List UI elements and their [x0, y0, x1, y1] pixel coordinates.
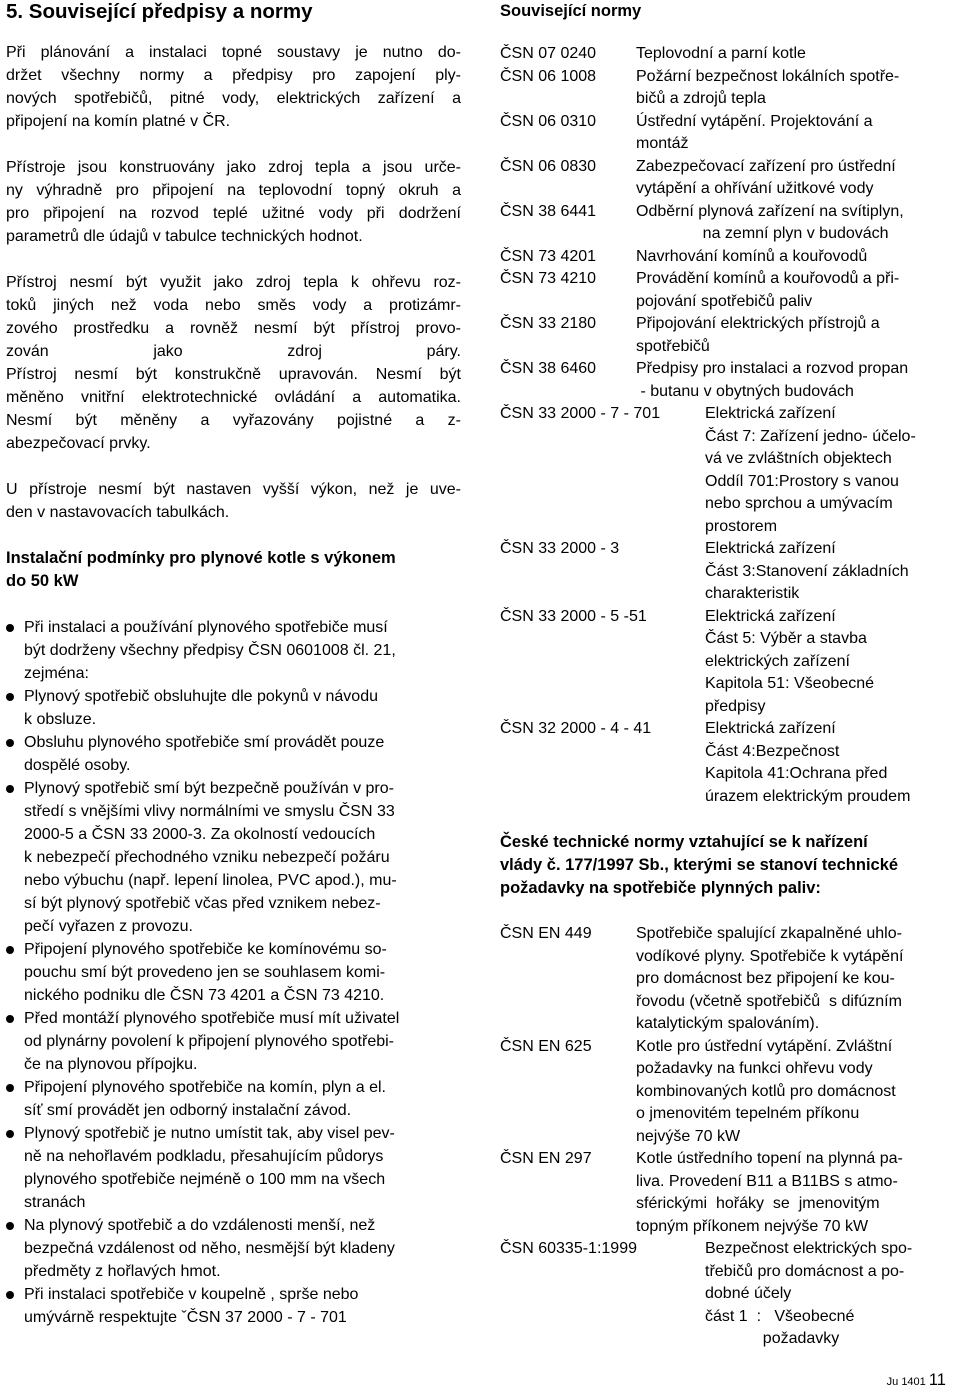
- list-item-line: od plynárny povolení k připojení plynového spotřebi-: [24, 1033, 395, 1050]
- paragraph-line: abezpečovací prvky.: [6, 435, 151, 452]
- list-item-line: k obsluze.: [24, 711, 97, 728]
- norm-code: ČSN 38 6460: [500, 360, 597, 377]
- list-item-line: Plynový spotřebič je nutno umístit tak, aby visel pev-: [24, 1125, 395, 1142]
- norm-description-line: Elektrická zařízení: [705, 540, 836, 557]
- right-column: [500, 0, 960, 1351]
- norm-row: [500, 358, 960, 403]
- bullet-dot-icon: [6, 1084, 14, 1092]
- norm-code: ČSN 38 6441: [500, 202, 597, 220]
- norm-code: ČSN 06 0310: [500, 112, 597, 130]
- norm-code: ČSN 73 4210: [500, 270, 597, 287]
- norm-code: ČSN EN 449: [500, 925, 592, 942]
- norm-description-line: úrazem elektrickým proudem: [705, 787, 911, 805]
- norm-description-line: Spotřebiče spalující zkapalněné uhlo-: [636, 925, 902, 942]
- paragraph-line: Nesmí být měněny a vyřazovány pojistné a z-: [6, 412, 461, 429]
- paragraph-line: držet všechny normy a předpisy pro zapojení ply-: [6, 67, 461, 84]
- norm-description-line: Elektrická zařízení: [705, 405, 836, 422]
- norm-row: [500, 606, 960, 719]
- norm-code: ČSN 07 0240: [500, 45, 597, 62]
- list-item: [6, 1007, 461, 1076]
- norm-description-line: Část 7: Zařízení jedno- účelo-: [705, 427, 916, 445]
- list-item-line: Na plynový spotřebič a do vzdálenosti menší, než: [24, 1217, 376, 1234]
- norm-code: ČSN 32 2000 - 4 - 41: [500, 720, 652, 737]
- list-item-line: nického podniku dle ČSN 73 4201 a ČSN 73 4210.: [24, 987, 385, 1004]
- list-item: [6, 731, 461, 777]
- norm-description-line: kombinovaných kotlů pro domácnost: [636, 1082, 896, 1100]
- norm-row: [500, 313, 960, 358]
- norm-description-line: dobné účely: [705, 1285, 792, 1302]
- norm-description-line: Oddíl 701:Prostory s vanou: [705, 472, 899, 490]
- list-item: [6, 1283, 461, 1329]
- list-item: [6, 1214, 461, 1283]
- norm-row: [500, 246, 960, 269]
- norm-description-line: Ústřední vytápění. Projektování a: [636, 112, 873, 130]
- heading-line: vlády č. 177/1997 Sb., kterými se stanoví technické: [500, 856, 899, 874]
- norm-description-line: Elektrická zařízení: [705, 607, 836, 625]
- bullet-dot-icon: [6, 693, 14, 701]
- norm-description: [636, 923, 960, 1036]
- norm-row: [500, 268, 960, 313]
- list-item: [6, 1122, 461, 1214]
- page-footer: [887, 1373, 946, 1389]
- norm-description: [705, 403, 960, 538]
- paragraph-line: parametrů dle údajů v tabulce technických hodnot.: [6, 228, 363, 245]
- norm-row: [500, 156, 960, 201]
- norm-description-line: Kotle ústředního topení na plynná pa-: [636, 1150, 903, 1167]
- norms-table: [500, 43, 960, 808]
- norm-description-line: spotřebičů: [636, 337, 710, 355]
- section-heading: 5. Související předpisy a normy: [6, 0, 313, 23]
- bullet-dot-icon: [6, 1130, 14, 1138]
- norm-description-line: prostorem: [705, 517, 778, 535]
- norm-description: [636, 201, 960, 246]
- norm-description-line: vodíkové plyny. Spotřebiče k vytápění: [636, 947, 904, 965]
- norm-description: [705, 1238, 960, 1351]
- paragraph-power: [6, 478, 461, 524]
- list-item-line: Plynový spotřebič obsluhujte dle pokynů v návodu: [24, 688, 378, 705]
- paragraph-line: ny výhradně pro připojení na teplovodní topný okruh a: [6, 182, 461, 199]
- norm-description-line: Elektrická zařízení: [705, 720, 836, 737]
- paragraph-line: zového prostředku a rovněž nesmí být přístroj provo-: [6, 320, 461, 337]
- norm-description-line: - butanu v obytných budovách: [636, 382, 854, 400]
- list-item-line: umývárně respektujte ˇČSN 37 2000 - 7 - 701: [24, 1309, 347, 1326]
- norm-code: ČSN 33 2000 - 3: [500, 540, 620, 557]
- norm-row: [500, 43, 960, 66]
- norm-description-line: nejvýše 70 kW: [636, 1127, 741, 1145]
- heading-line: České technické normy vztahující se k nařízení: [500, 833, 868, 851]
- norm-description-line: pojování spotřebičů paliv: [636, 292, 813, 310]
- list-item: [6, 938, 461, 1007]
- list-item-line: k nebezpečí přechodného vzniku nebezpečí požáru: [24, 849, 390, 866]
- norm-code: ČSN 33 2000 - 7 - 701: [500, 405, 661, 422]
- paragraph-intro: [6, 41, 461, 133]
- bullet-dot-icon: [6, 1015, 14, 1023]
- list-item-line: středí s vnějšími vlivy normálními ve smyslu ČSN 33: [24, 803, 395, 820]
- norm-row: [500, 538, 960, 606]
- paragraph-line: Při plánování a instalaci topné soustavy je nutno do-: [6, 44, 461, 61]
- norm-description-line: na zemní plyn v budovách: [636, 225, 889, 242]
- norm-description-line: Kapitola 51: Všeobecné: [705, 675, 875, 692]
- norm-description-line: o jmenovitém tepelném příkonu: [636, 1105, 860, 1122]
- norm-code: ČSN 06 1008: [500, 67, 597, 85]
- norm-description-line: bičů a zdrojů tepla: [636, 90, 766, 107]
- norm-description-line: Požární bezpečnost lokálních spotře-: [636, 67, 900, 85]
- norm-description: [636, 358, 960, 403]
- related-norms-heading: Související normy: [500, 2, 642, 20]
- norm-description: [636, 246, 960, 269]
- paragraph-line: toků jiných než voda nebo směs vody a protizámr-: [6, 297, 461, 314]
- norm-row: [500, 718, 960, 808]
- norm-code: ČSN 06 0830: [500, 157, 597, 175]
- norm-code: ČSN EN 297: [500, 1150, 592, 1167]
- norm-description: [636, 43, 960, 66]
- heading-line: do 50 kW: [6, 572, 79, 590]
- bullet-dot-icon: [6, 739, 14, 747]
- norm-description-line: Provádění komínů a kouřovodů a při-: [636, 270, 900, 287]
- norm-description-line: Teplovodní a parní kotle: [636, 45, 806, 62]
- norm-description-line: charakteristik: [705, 585, 800, 602]
- document-code: Ju 1401: [886, 1376, 926, 1388]
- list-item-line: če na plynovou přípojku.: [24, 1056, 198, 1073]
- norm-row: [500, 201, 960, 246]
- list-item-line: Připojení plynového spotřebiče ke komínovému so-: [24, 941, 387, 958]
- installation-bullet-list: [6, 616, 461, 1329]
- norm-description-line: elektrických zařízení: [705, 652, 850, 670]
- heading-line: Instalační podmínky pro plynové kotle s výkonem: [6, 549, 396, 567]
- norm-description-line: liva. Provedení B11 a B11BS s atmo-: [636, 1172, 898, 1190]
- left-column: [6, 0, 461, 1329]
- list-item-line: stranách: [24, 1194, 86, 1211]
- norm-description-line: vá ve zvláštních objektech: [705, 450, 892, 467]
- heading-line: požadavky na spotřebiče plynných paliv:: [500, 879, 821, 897]
- norm-row: [500, 1238, 960, 1351]
- list-item-line: být dodrženy všechny předpisy ČSN 0601008 čl. 21,: [24, 642, 396, 659]
- norm-row: [500, 66, 960, 111]
- norm-description-line: topným příkonem nejvýše 70 kW: [636, 1217, 869, 1235]
- norm-description-line: montáž: [636, 135, 689, 152]
- list-item: [6, 777, 461, 938]
- norm-code: ČSN 33 2000 - 5 -51: [500, 607, 647, 625]
- norm-row: [500, 403, 960, 538]
- norm-row: [500, 1036, 960, 1149]
- list-item-line: pečí vyřazen z provozu.: [24, 918, 193, 935]
- norm-description-line: Část 4:Bezpečnost: [705, 742, 840, 760]
- norm-description-line: Odběrní plynová zařízení na svítiplyn,: [636, 202, 904, 220]
- norm-description-line: Navrhování komínů a kouřovodů: [636, 247, 868, 265]
- norm-description: [636, 1036, 960, 1149]
- paragraph-line: den v nastavovacích tabulkách.: [6, 504, 230, 521]
- list-item-line: Plynový spotřebič smí být bezpečně používán v pro-: [24, 780, 394, 797]
- norm-description-line: požadavky: [705, 1330, 840, 1347]
- norm-description-line: Zabezpečovací zařízení pro ústřední: [636, 157, 896, 175]
- paragraph-line: zován jako zdroj páry.: [6, 343, 461, 360]
- norm-description-line: vytápění a ohřívání užitkové vody: [636, 180, 874, 197]
- norm-description-line: řovodu (včetně spotřebičů s difúzním: [636, 992, 902, 1010]
- norm-description-line: Část 5: Výběr a stavba: [705, 630, 867, 647]
- list-item: [6, 685, 461, 731]
- norm-description-line: Připojování elektrických přístrojů a: [636, 315, 880, 332]
- paragraph-line: připojení na komín platné v ČR.: [6, 113, 231, 130]
- norm-description: [705, 718, 960, 808]
- norm-code: ČSN 33 2180: [500, 315, 597, 332]
- list-item-line: síť smí provádět jen odborný instalační závod.: [24, 1102, 352, 1119]
- norm-description-line: Kapitola 41:Ochrana před: [705, 765, 888, 782]
- norm-code: ČSN 60335-1:1999: [500, 1240, 637, 1257]
- norm-description: [636, 1148, 960, 1238]
- paragraph-line: nových spotřebičů, pitné vody, elektrických zařízení a: [6, 90, 461, 107]
- norm-description-line: část 1 : Všeobecné: [705, 1307, 855, 1325]
- norm-description-line: požadavky na funkci ohřevu vody: [636, 1060, 873, 1077]
- norm-description-line: Část 3:Stanovení základních: [705, 562, 909, 580]
- norm-description-line: předpisy: [705, 697, 766, 715]
- norm-description-line: nebo sprchou a umývacím: [705, 495, 893, 512]
- list-item-line: pouchu smí být provedeno jen se souhlasem komi-: [24, 964, 386, 981]
- list-item-line: Při instalaci a používání plynového spotřebiče musí: [24, 619, 388, 636]
- czech-norms-subheading: [500, 831, 960, 900]
- list-item-line: sí být plynový spotřebič včas před vznikem nebez-: [24, 895, 381, 912]
- norm-row: [500, 1148, 960, 1238]
- norm-row: [500, 111, 960, 156]
- list-item-line: ně na nehořlavém podkladu, přesahujícím půdorys: [24, 1148, 384, 1165]
- norm-description-line: sférickými hořáky se jmenovitým: [636, 1195, 880, 1212]
- list-item: [6, 1076, 461, 1122]
- norm-code: ČSN 73 4201: [500, 247, 597, 265]
- norm-code: ČSN EN 625: [500, 1037, 592, 1055]
- page-number: 11: [928, 1371, 946, 1389]
- list-item-line: bezpečná vzdálenost od něho, nesmější být kladeny: [24, 1240, 395, 1257]
- list-item-line: 2000-5 a ČSN 33 2000-3. Za okolností vedoucích: [24, 826, 376, 843]
- norm-description: [636, 111, 960, 156]
- bullet-dot-icon: [6, 785, 14, 793]
- installation-subheading: [6, 547, 461, 593]
- list-item-line: Připojení plynového spotřebiče na komín, plyn a el.: [24, 1079, 386, 1096]
- norm-description-line: Kotle pro ústřední vytápění. Zvláštní: [636, 1037, 893, 1055]
- paragraph-line: měněno vnitřní elektrotechnické ovládání a automatika.: [6, 389, 461, 406]
- list-item: [6, 616, 461, 685]
- norm-description: [636, 268, 960, 313]
- list-item-line: dospělé osoby.: [24, 757, 131, 774]
- bullet-dot-icon: [6, 1291, 14, 1299]
- paragraph-line: Přístroj nesmí být využit jako zdroj tepla k ohřevu roz-: [6, 274, 461, 291]
- list-item-line: nebo výbuchu (např. lepení linolea, PVC apod.), mu-: [24, 872, 397, 889]
- list-item-line: plynového spotřebiče nejméně o 100 mm na všech: [24, 1171, 386, 1188]
- list-item-line: Při instalaci spotřebiče v koupelně , sprše nebo: [24, 1286, 359, 1303]
- list-item-line: zejména:: [24, 665, 89, 682]
- paragraph-devices: [6, 156, 461, 248]
- bullet-dot-icon: [6, 624, 14, 632]
- list-item-line: Obsluhu plynového spotřebiče smí provádět pouze: [24, 734, 385, 751]
- norm-description-line: třebičů pro domácnost a po-: [705, 1262, 905, 1280]
- norm-row: [500, 923, 960, 1036]
- paragraph-restrictions: [6, 271, 461, 455]
- bullet-dot-icon: [6, 946, 14, 954]
- norm-description: [636, 156, 960, 201]
- norm-description-line: Předpisy pro instalaci a rozvod propan: [636, 360, 909, 377]
- norm-description: [705, 538, 960, 606]
- norm-description-line: katalytickým spalováním).: [636, 1015, 820, 1032]
- norm-description: [636, 313, 960, 358]
- norm-description: [636, 66, 960, 111]
- list-item-line: předměty z hořlavých hmot.: [24, 1263, 221, 1280]
- bullet-dot-icon: [6, 1222, 14, 1230]
- paragraph-line: pro připojení na rozvod teplé užitné vody při dodržení: [6, 205, 461, 222]
- norm-description-line: Bezpečnost elektrických spo-: [705, 1240, 913, 1257]
- en-norms-table: [500, 923, 960, 1351]
- paragraph-line: Přístroj nesmí být konstrukčně upravován. Nesmí být: [6, 366, 461, 383]
- norm-description: [705, 606, 960, 719]
- paragraph-line: U přístroje nesmí být nastaven vyšší výkon, než je uve-: [6, 481, 461, 498]
- norm-description-line: pro domácnost bez připojení ke kou-: [636, 970, 895, 987]
- list-item-line: Před montáží plynového spotřebiče musí mít uživatel: [24, 1010, 400, 1027]
- paragraph-line: Přístroje jsou konstruovány jako zdroj tepla a jsou urče-: [6, 159, 461, 176]
